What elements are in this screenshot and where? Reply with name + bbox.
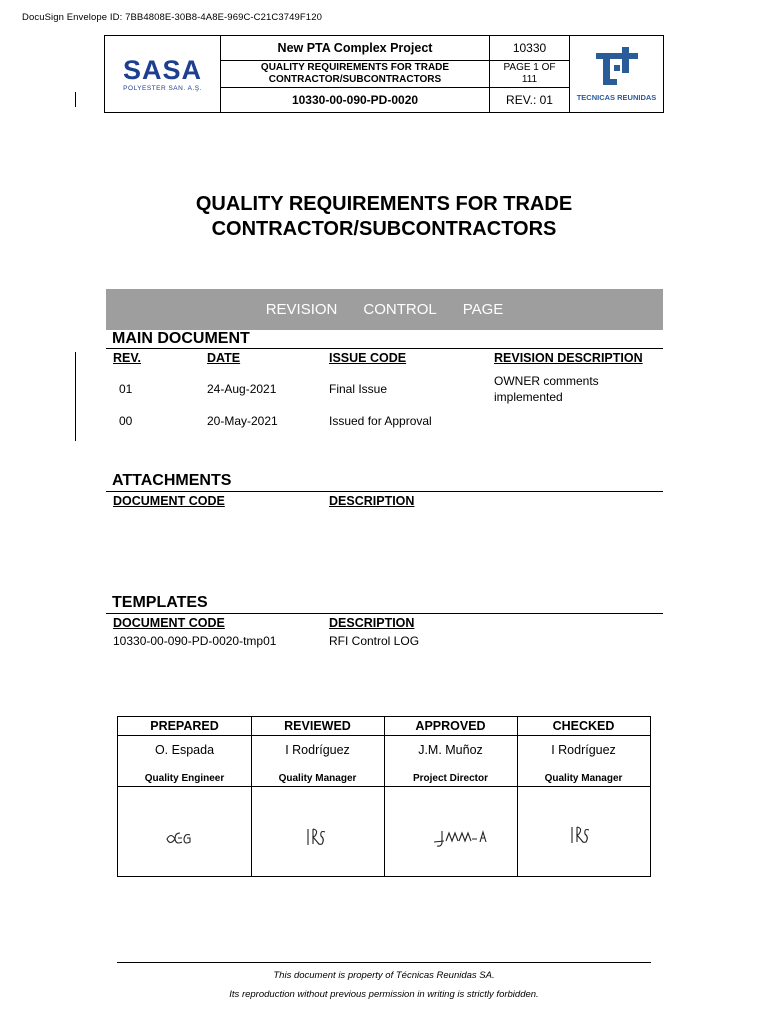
prepared-name: O. Espada xyxy=(154,743,215,757)
date-cell: 20-May-2021 xyxy=(207,414,278,428)
docusign-envelope-id: DocuSign Envelope ID: 7BB4808E-30B8-4A8E-969C-C21C3749F120 xyxy=(22,12,322,23)
change-bar xyxy=(75,92,76,107)
revision-control-word1: REVISION xyxy=(265,301,338,318)
prepared-role: Quality Engineer xyxy=(144,773,225,784)
rev-cell: 00 xyxy=(119,414,133,428)
project-name: New PTA Complex Project xyxy=(277,41,433,55)
col-header-rev: REV. xyxy=(113,351,142,365)
header-doc-title xyxy=(221,61,489,87)
change-bar xyxy=(75,352,76,441)
header-doc-title-line2: CONTRACTOR/SUBCONTRACTORS xyxy=(268,74,442,85)
footer-reproduction-notice: Its reproduction without previous permission in writing is strictly forbidden. xyxy=(229,989,539,1000)
issue-code-cell: Issued for Approval xyxy=(329,414,432,428)
contractor-logo xyxy=(570,36,663,112)
col-header-description: DESCRIPTION xyxy=(329,494,415,508)
prepared-signature xyxy=(118,817,251,857)
reviewed-signature xyxy=(251,817,384,857)
sasa-logo-text: SASA xyxy=(122,54,202,85)
approved-signature xyxy=(384,817,517,857)
main-document-heading: MAIN DOCUMENT xyxy=(112,330,250,347)
section-rule xyxy=(106,613,663,614)
section-rule xyxy=(106,348,663,349)
revision-control-word3: PAGE xyxy=(462,301,504,318)
revision-description-line2: implemented xyxy=(494,390,563,404)
section-rule xyxy=(106,491,663,492)
revision-number: REV.: 01 xyxy=(506,93,553,107)
col-header-document-code: DOCUMENT CODE xyxy=(113,494,225,508)
reviewed-header: REVIEWED xyxy=(284,719,351,733)
tecnicas-reunidas-logo-icon xyxy=(594,47,640,89)
revision-description-line1: OWNER comments xyxy=(494,374,599,388)
checked-name: I Rodríguez xyxy=(551,743,616,757)
page-count xyxy=(490,61,569,87)
rev-cell: 01 xyxy=(119,382,133,396)
revision-control-word2: CONTROL xyxy=(363,301,437,318)
header-table xyxy=(104,35,664,113)
issue-code-cell: Final Issue xyxy=(329,382,388,396)
template-description-cell: RFI Control LOG xyxy=(329,634,420,648)
reviewed-role: Quality Manager xyxy=(278,773,357,784)
approved-header: APPROVED xyxy=(415,719,486,733)
reviewed-name: I Rodríguez xyxy=(285,743,350,757)
footer-property-notice: This document is property of Técnicas Reunidas SA. xyxy=(273,970,495,981)
project-number: 10330 xyxy=(512,41,547,55)
approved-role: Project Director xyxy=(412,773,489,784)
revision-control-banner xyxy=(106,289,663,330)
header-doc-code: 10330-00-090-PD-0020 xyxy=(291,93,419,107)
page-count-line1: PAGE 1 OF xyxy=(503,62,556,73)
document-title-line1: QUALITY REQUIREMENTS FOR TRADE xyxy=(195,193,573,215)
date-cell: 24-Aug-2021 xyxy=(207,382,277,396)
attachments-heading: ATTACHMENTS xyxy=(112,472,232,489)
footer-rule xyxy=(117,962,651,963)
header-doc-title-line1: QUALITY REQUIREMENTS FOR TRADE xyxy=(260,62,450,73)
checked-role: Quality Manager xyxy=(544,773,623,784)
page-count-line2: 111 xyxy=(521,74,538,85)
client-logo xyxy=(105,36,220,112)
prepared-header: PREPARED xyxy=(150,719,219,733)
document-title-line2: CONTRACTOR/SUBCONTRACTORS xyxy=(211,218,557,240)
tecnicas-reunidas-text: TECNICAS REUNIDAS xyxy=(576,92,657,102)
col-header-revision-description: REVISION DESCRIPTION xyxy=(494,351,643,365)
col-header-date: DATE xyxy=(207,351,241,365)
template-code-cell: 10330-00-090-PD-0020-tmp01 xyxy=(113,634,277,648)
sasa-logo-subtext: POLYESTER SAN. A.Ş. xyxy=(123,84,202,92)
col-header-document-code: DOCUMENT CODE xyxy=(113,616,225,630)
approved-name: J.M. Muñoz xyxy=(418,743,483,757)
checked-header: CHECKED xyxy=(552,719,615,733)
col-header-description: DESCRIPTION xyxy=(329,616,415,630)
checked-signature xyxy=(517,817,650,857)
templates-heading: TEMPLATES xyxy=(112,594,208,611)
approvals-table xyxy=(117,716,651,877)
col-header-issue-code: ISSUE CODE xyxy=(329,351,407,365)
